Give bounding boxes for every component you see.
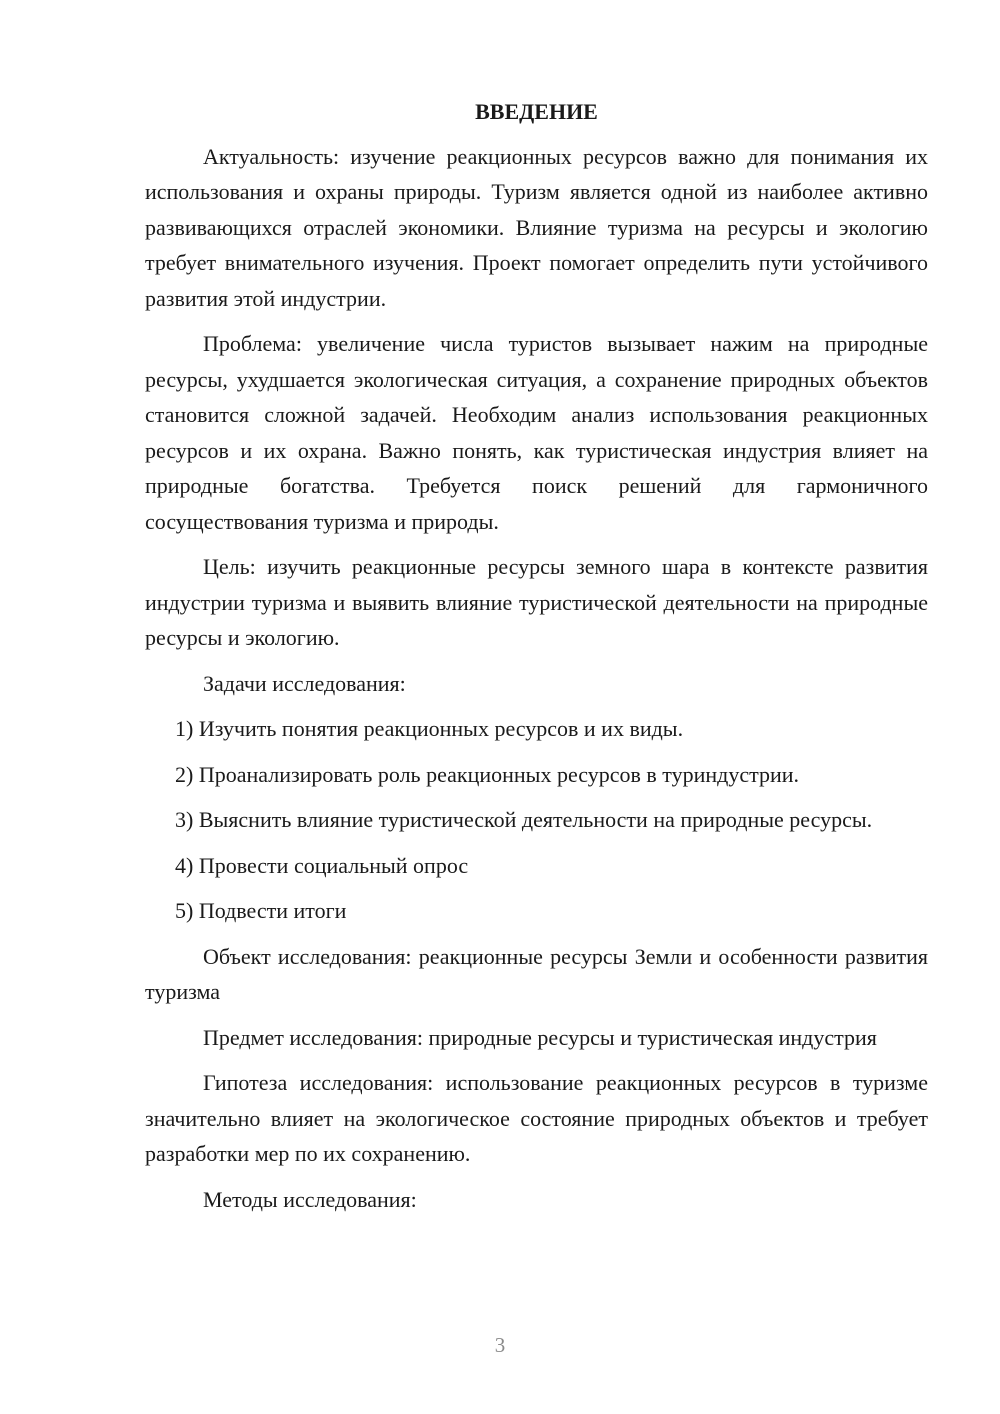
page-number: 3 xyxy=(494,1333,506,1357)
task-item-4: 4) Провести социальный опрос xyxy=(175,852,469,878)
page-body xyxy=(145,94,928,1227)
paragraph-goal: Цель: изучить реакционные ресурсы земного шара в контексте развития индустрии туризма и выявить влияние туристической деятельности на природные ресурсы и экологию. xyxy=(145,554,928,650)
paragraph-hypothesis: Гипотеза исследования: использование реакционных ресурсов в туризме значительно влияет на экологическое состояние природных объектов и требует разработки мер по их сохранению. xyxy=(145,1070,928,1166)
page-title: ВВЕДЕНИЕ xyxy=(475,99,598,124)
task-item-5: 5) Подвести итоги xyxy=(175,898,347,923)
paragraph-subject: Предмет исследования: природные ресурсы и туристическая индустрия xyxy=(203,1024,877,1050)
paragraph-object: Объект исследования: реакционные ресурсы Земли и особенности развития туризма xyxy=(145,943,928,1004)
paragraph-problem: Проблема: увеличение числа туристов вызывает нажим на природные ресурсы, ухудшается экологическая ситуация, а сохранение природных объектов становится сложной задачей. Необходим анализ использования реакционных ресурсов и их охрана. Важно понять, как туристическая индустрия влияет на природные богатства. Требуется поиск решений для гармоничного сосуществования туризма и природы. xyxy=(145,331,928,534)
paragraph-tasks-heading: Задачи исследования: xyxy=(203,670,406,696)
paragraph-methods: Методы исследования: xyxy=(203,1186,417,1212)
task-item-1: 1) Изучить понятия реакционных ресурсов и их виды. xyxy=(175,716,684,741)
task-item-2: 2) Проанализировать роль реакционных ресурсов в туриндустрии. xyxy=(175,761,800,787)
task-item-3: 3) Выяснить влияние туристической деятельности на природные ресурсы. xyxy=(175,807,873,832)
paragraph-relevance: Актуальность: изучение реакционных ресурсов важно для понимания их использования и охраны природы. Туризм является одной из наиболее активно развивающихся отраслей экономики. Влияние туризма на ресурсы и экологию требует внимательного изучения. Проект помогает определить пути устойчивого развития этой индустрии. xyxy=(145,143,928,311)
